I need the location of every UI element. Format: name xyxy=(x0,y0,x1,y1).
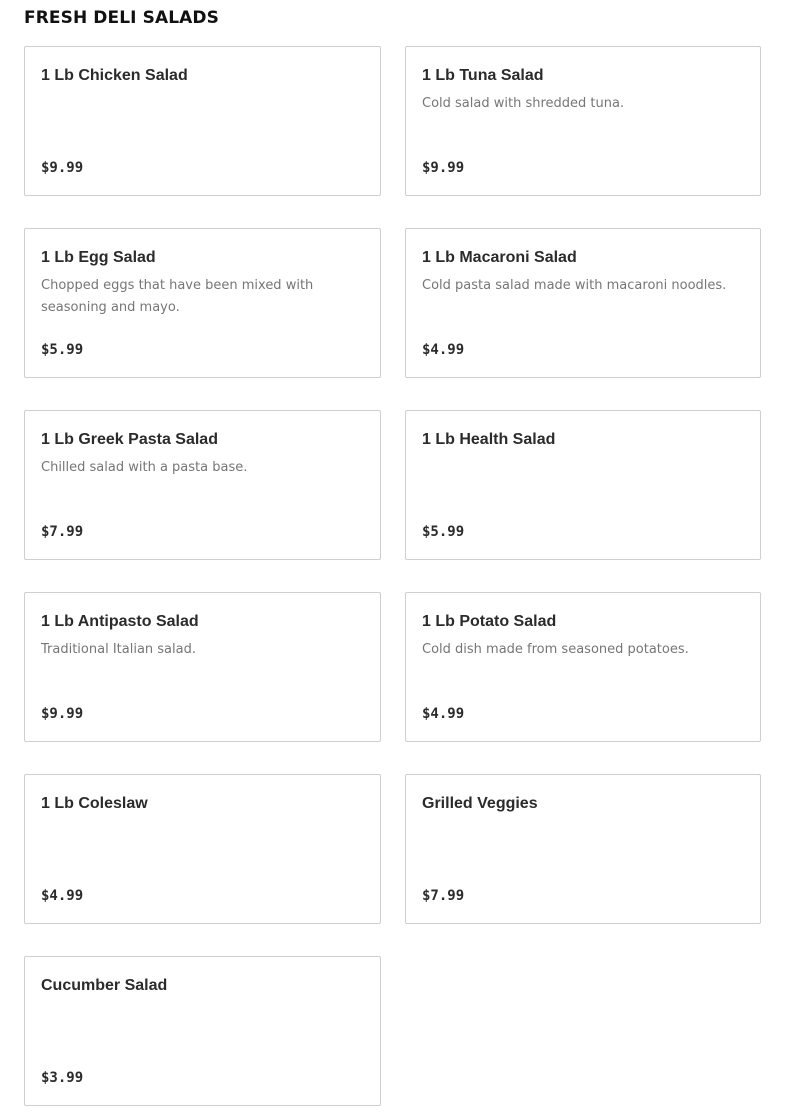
item-description: Chilled salad with a pasta base. xyxy=(41,460,248,475)
item-price: $7.99 xyxy=(41,524,84,540)
item-name: 1 Lb Egg Salad xyxy=(41,249,156,266)
menu-item-card[interactable] xyxy=(405,410,761,560)
item-price: $9.99 xyxy=(41,706,84,722)
item-name: 1 Lb Health Salad xyxy=(422,431,556,448)
item-description: Chopped eggs that have been mixed with seasoning and mayo. xyxy=(41,278,314,315)
item-description: Cold pasta salad made with macaroni noodles. xyxy=(422,278,727,293)
menu-item-card[interactable] xyxy=(405,774,761,924)
item-description: Cold dish made from seasoned potatoes. xyxy=(422,642,689,657)
item-name: Grilled Veggies xyxy=(422,795,538,812)
menu-item-card[interactable] xyxy=(24,592,381,742)
item-price: $4.99 xyxy=(41,888,84,904)
item-name: 1 Lb Antipasto Salad xyxy=(41,613,199,630)
item-description: Cold salad with shredded tuna. xyxy=(422,96,625,111)
menu-item-grid xyxy=(24,46,761,1106)
menu-item-card[interactable] xyxy=(24,46,381,196)
item-price: $5.99 xyxy=(422,524,465,540)
item-name: 1 Lb Tuna Salad xyxy=(422,67,544,84)
item-price: $9.99 xyxy=(422,160,465,176)
item-name: 1 Lb Greek Pasta Salad xyxy=(41,431,218,448)
item-price: $3.99 xyxy=(41,1070,84,1086)
item-name: 1 Lb Chicken Salad xyxy=(41,67,188,84)
menu-item-card[interactable] xyxy=(405,592,761,742)
item-name: Cucumber Salad xyxy=(41,977,168,994)
item-price: $4.99 xyxy=(422,342,465,358)
menu-item-card[interactable] xyxy=(24,774,381,924)
item-price: $9.99 xyxy=(41,160,84,176)
menu-item-card[interactable] xyxy=(405,46,761,196)
section-title: FRESH DELI SALADS xyxy=(24,8,219,28)
item-price: $7.99 xyxy=(422,888,465,904)
item-price: $5.99 xyxy=(41,342,84,358)
item-name: 1 Lb Macaroni Salad xyxy=(422,249,577,266)
item-name: 1 Lb Potato Salad xyxy=(422,613,557,630)
menu-item-card[interactable] xyxy=(24,410,381,560)
menu-item-card[interactable] xyxy=(405,228,761,378)
item-description: Traditional Italian salad. xyxy=(41,642,196,657)
menu-item-card[interactable] xyxy=(24,956,381,1106)
menu-item-card[interactable] xyxy=(24,228,381,378)
item-name: 1 Lb Coleslaw xyxy=(41,795,148,812)
item-price: $4.99 xyxy=(422,706,465,722)
